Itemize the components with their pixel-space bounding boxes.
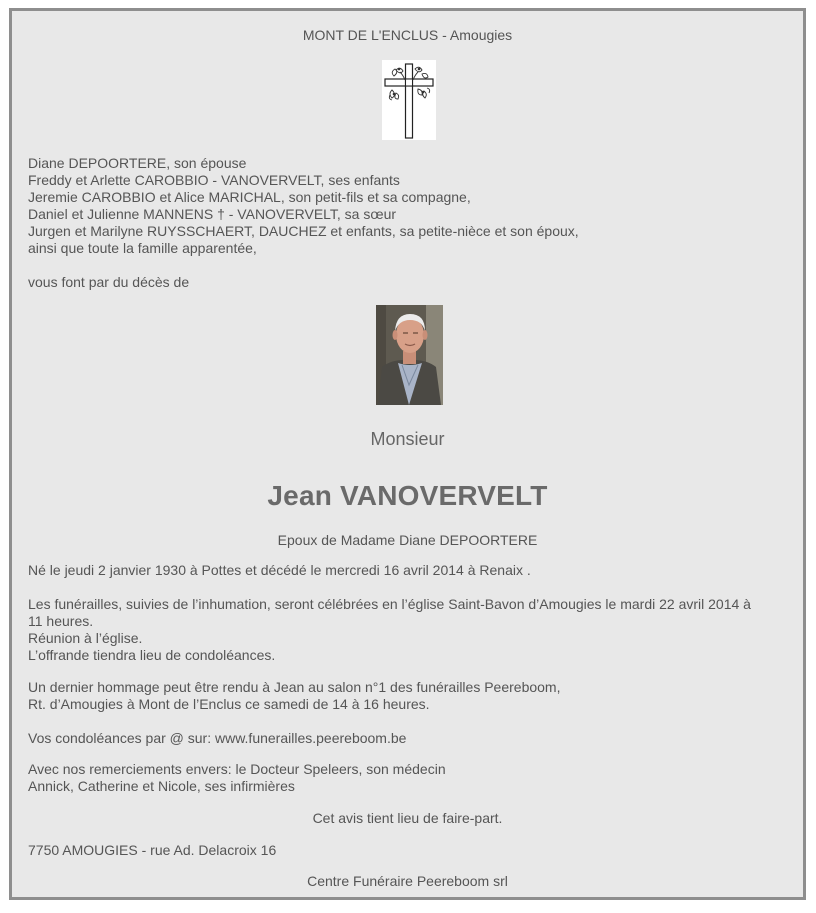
footer-funeral-home: Centre Funéraire Peereboom srl xyxy=(307,873,508,889)
family-line-1: Diane DEPOORTERE, son épouse xyxy=(28,155,247,171)
family-line-6: ainsi que toute la famille apparentée, xyxy=(28,240,257,256)
address-line: 7750 AMOUGIES - rue Ad. Delacroix 16 xyxy=(28,842,277,858)
thanks-line-2: Annick, Catherine et Nicole, ses infirmières xyxy=(28,778,295,794)
family-line-3: Jeremie CAROBBIO et Alice MARICHAL, son petit-fils et sa compagne, xyxy=(28,189,471,205)
thanks-line-1: Avec nos remerciements envers: le Docteur Speleers, son médecin xyxy=(28,761,446,777)
portrait-photo xyxy=(376,305,443,405)
deceased-title: Monsieur xyxy=(370,429,445,449)
cross-with-flowers-icon xyxy=(382,60,436,140)
family-line-2: Freddy et Arlette CAROBBIO - VANOVERVELT, ses enfants xyxy=(28,172,400,188)
obituary-card xyxy=(9,8,806,900)
funeral-line-4: L’offrande tiendra lieu de condoléances. xyxy=(28,647,276,663)
announcement-text: vous font par du décès de xyxy=(28,274,190,290)
funeral-line-2: 11 heures. xyxy=(28,613,94,629)
family-line-5: Jurgen et Marilyne RUYSSCHAERT, DAUCHEZ et enfants, sa petite-nièce et son époux, xyxy=(28,223,579,239)
spouse-line: Epoux de Madame Diane DEPOORTERE xyxy=(277,532,538,548)
funeral-line-1: Les funérailles, suivies de l’inhumation, seront célébrées en l’église Saint-Bavon d’Amougies le mardi 22 avril 2014 à xyxy=(28,596,751,612)
deceased-name: Jean VANOVERVELT xyxy=(267,480,548,511)
condolences-line: Vos condoléances par @ sur: www.funerailles.peereboom.be xyxy=(28,730,407,746)
funeral-line-3: Réunion à l’église. xyxy=(28,630,143,646)
hommage-line-2: Rt. d’Amougies à Mont de l’Enclus ce samedi de 14 à 16 heures. xyxy=(28,696,430,712)
birth-death-line: Né le jeudi 2 janvier 1930 à Pottes et décédé le mercredi 16 avril 2014 à Renaix . xyxy=(28,562,531,578)
family-line-4: Daniel et Julienne MANNENS † - VANOVERVELT, sa sœur xyxy=(28,206,397,222)
location-header: MONT DE L'ENCLUS - Amougies xyxy=(302,27,513,43)
hommage-line-1: Un dernier hommage peut être rendu à Jean au salon n°1 des funérailles Peereboom, xyxy=(28,679,561,695)
notice-line: Cet avis tient lieu de faire-part. xyxy=(312,810,503,826)
